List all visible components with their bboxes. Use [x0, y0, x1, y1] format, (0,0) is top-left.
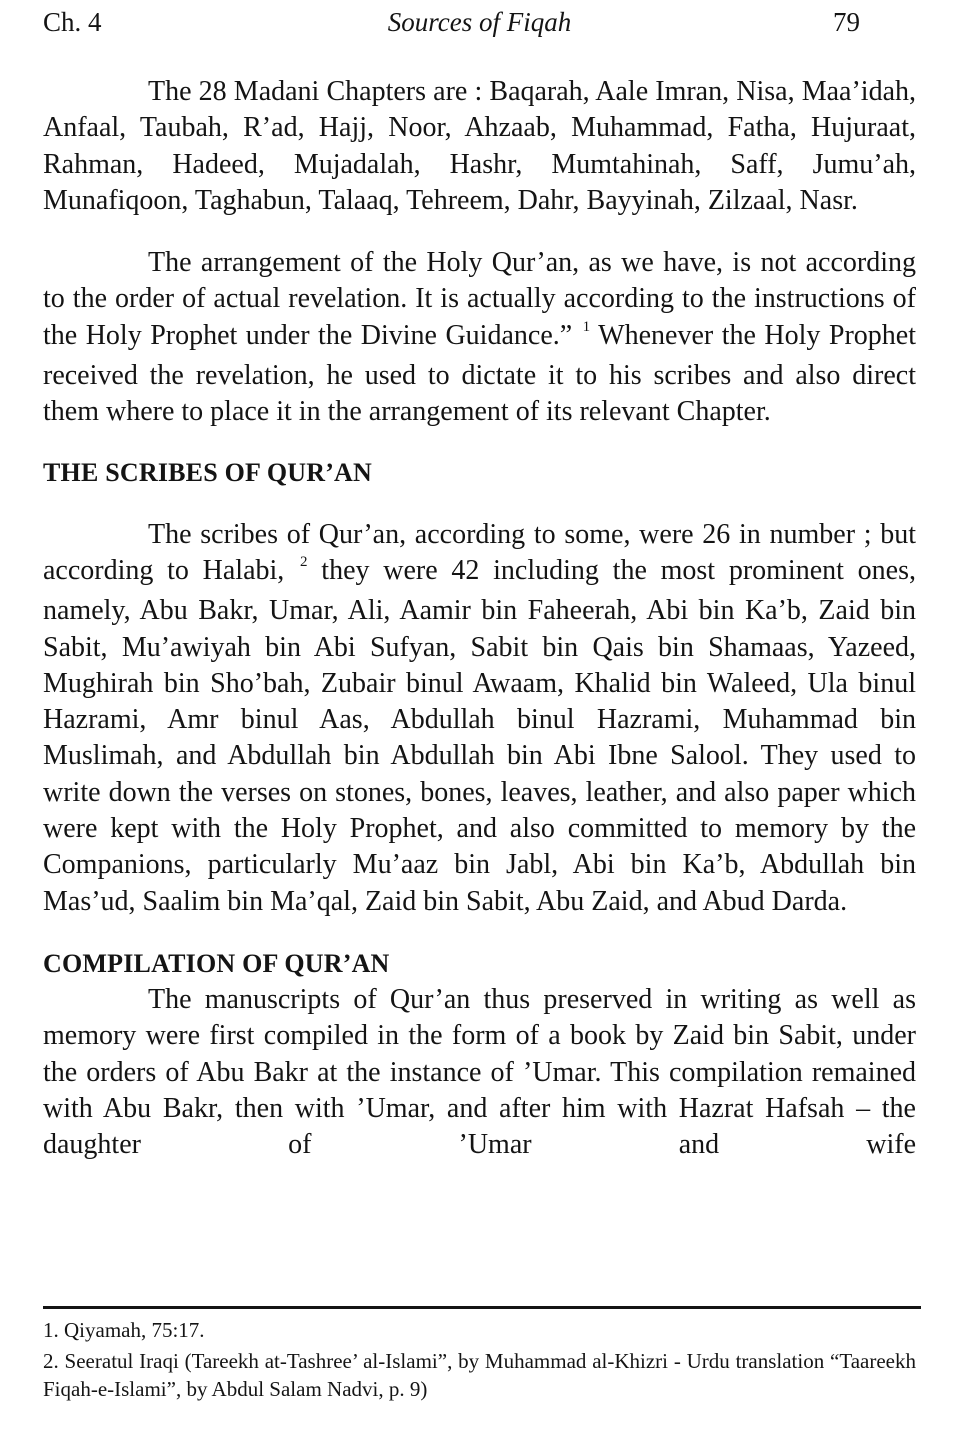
book-section-title: Sources of Fiqah: [387, 7, 572, 37]
footnote-1: 1. Qiyamah, 75:17.: [43, 1318, 205, 1342]
paragraph-madani-chapters: The 28 Madani Chapters are : Baqarah, Aale Imran, Nisa, Maa’idah, Anfaal, Taubah, R’ad, Hajj, Noor, Ahzaab, Muhammad, Fatha, Hujuraat, Rahman, Hadeed, Mujadalah, Hashr, Mumtahinah, Saff, Jumu’ah, Munafiqoon, Taghabun, Talaaq, Tehreem, Dahr, Bayyinah, Zilzaal, Nasr.: [43, 76, 916, 216]
book-page: [43, 0, 916, 1446]
paragraph-compilation: The manuscripts of Qur’an thus preserved in writing as well as memory were first compiled in the form of a book by Zaid bin Sabit, under the orders of Abu Bakr at the instance of ’Umar. This compilation remained with Abu Bakr, then with ’Umar, and after him with Hazrat Hafsah – the daughter of ’Umar and wife: [43, 983, 916, 1161]
body-text: [43, 74, 916, 1163]
paragraph-scribes: [43, 517, 916, 920]
running-header: [43, 4, 916, 40]
arrangement-text-part1: The arrangement of the Holy Qur’an, as we have, is not according to the order of actual revelation. It is actually according to the instructions of the Holy Prophet under the Divine Guidance.”: [43, 247, 916, 351]
footnote-divider: [43, 1306, 921, 1309]
footnote-2: 2. Seeratul Iraqi (Tareekh at-Tashree’ al-Islami”, by Muhammad al-Khizri - Urdu translation “Taareekh Fiqah-e-Islami”, by Abdul Salam Nadvi, p. 9): [43, 1349, 916, 1401]
scribes-text-part2: they were 42 including the most prominent ones, namely, Abu Bakr, Umar, Ali, Aamir bin Faheerah, Abi bin Ka’b, Zaid bin Sabit, Mu’awiyah bin Abi Sufyan, Sabit bin Qais bin Shamaas, Yazeed, Mughirah bin Sho’bah, Zubair binul Awaam, Khalid bin Waleed, Ula binul Hazrami, Amr binul Aas, Abdullah binul Hazrami, Muhammad bin Muslimah, and Abdullah bin Abdullah bin Abi Ibne Salool. They used to write down the verses on stones, bones, leaves, leather, and also paper which were kept with the Holy Prophet, and also committed to memory by the Companions, particularly Mu’aaz bin Jabl, Abi bin Ka’b, Abdullah bin Mas’ud, Saalim bin Ma’qal, Zaid bin Sabit, Abu Zaid, and Abud Darda.: [43, 554, 916, 917]
chapter-label: Ch. 4: [43, 7, 102, 37]
footnotes: [43, 1316, 916, 1403]
heading-scribes: THE SCRIBES OF QUR’AN: [43, 457, 373, 487]
scribes-text-part1: The scribes of Qur’an, according to some, were 26 in number ; but according to Halabi,: [43, 518, 916, 586]
page-number: 79: [833, 7, 860, 37]
arrangement-text-part2: Whenever the Holy Prophet received the revelation, he used to dictate it to his scribes and also direct them where to place it in the arrangement of its relevant Chapter.: [43, 319, 917, 428]
footnote-ref-2[interactable]: 2: [300, 553, 308, 570]
heading-compilation: COMPILATION OF QUR’AN: [43, 948, 390, 978]
footnote-ref-1[interactable]: 1: [582, 318, 591, 335]
paragraph-arrangement: [43, 245, 916, 430]
